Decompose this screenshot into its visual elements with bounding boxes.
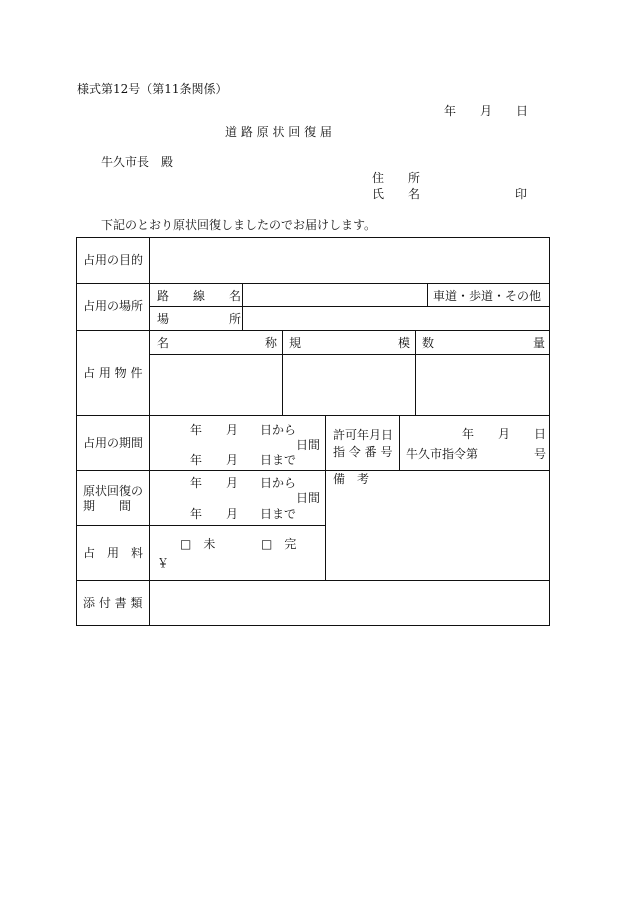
period-label: 占用の期間 xyxy=(83,436,144,450)
object-label: 占 用 物 件 xyxy=(83,366,143,380)
period-from-month: 月 xyxy=(226,423,239,437)
restore-from-month: 月 xyxy=(226,476,239,490)
date-month-label: 月 xyxy=(480,104,493,118)
fee-paid-checkbox[interactable]: □ 完 xyxy=(261,537,297,551)
period-days: 日間 xyxy=(296,438,321,452)
restore-to-month: 月 xyxy=(226,507,239,521)
restore-from-day: 日から xyxy=(260,476,297,490)
intro-text: 下記のとおり原状回復しましたのでお届けします。 xyxy=(101,218,377,232)
object-qty-header: 数 xyxy=(422,336,435,350)
restore-to-year: 年 xyxy=(190,507,203,521)
location-label: 占用の場所 xyxy=(83,299,144,313)
object-scale-header: 規 xyxy=(289,336,302,350)
place-field[interactable] xyxy=(245,309,545,327)
form-number: 様式第12号（第11条関係） xyxy=(77,82,228,96)
route-name-label: 路 線 名 xyxy=(157,289,242,303)
date-day-label: 日 xyxy=(516,104,529,118)
seal-mark: 印 xyxy=(515,187,528,201)
permit-number-suffix: 号 xyxy=(534,447,547,461)
address-label: 住 所 xyxy=(372,171,421,185)
permit-day: 日 xyxy=(534,427,547,441)
restore-label: 原状回復の xyxy=(83,484,144,498)
remarks-field[interactable] xyxy=(330,488,545,576)
fee-yen-sign: ￥ xyxy=(157,556,170,570)
permit-number-label: 指 令 番 号 xyxy=(333,445,393,459)
permit-month: 月 xyxy=(498,427,511,441)
fee-label: 占 用 料 xyxy=(83,546,144,560)
attachments-label: 添 付 書 類 xyxy=(83,596,143,610)
object-qty-header-end: 量 xyxy=(533,336,546,350)
restore-to-day: 日まで xyxy=(260,507,297,521)
object-qty-field[interactable] xyxy=(418,357,546,412)
place-label: 場 所 xyxy=(157,312,242,326)
document-title: 道 路 原 状 回 復 届 xyxy=(225,125,332,139)
attachments-field[interactable] xyxy=(152,583,546,622)
purpose-label: 占用の目的 xyxy=(83,253,144,267)
restore-from-year: 年 xyxy=(190,476,203,490)
object-name-field[interactable] xyxy=(152,357,279,412)
fee-unpaid-checkbox[interactable]: □ 未 xyxy=(180,537,216,551)
object-name-header: 名 xyxy=(157,336,170,350)
object-scale-field[interactable] xyxy=(285,357,412,412)
permit-date-label: 許可年月日 xyxy=(333,428,394,442)
permit-number-prefix: 牛久市指令第 xyxy=(406,447,479,461)
period-from-year: 年 xyxy=(190,423,203,437)
restore-label-2: 期 間 xyxy=(83,499,132,513)
road-type-options[interactable]: 車道・歩道・その他 xyxy=(433,289,542,303)
object-name-header-end: 称 xyxy=(265,336,278,350)
name-label: 氏 名 xyxy=(372,187,421,201)
remarks-label: 備 考 xyxy=(333,472,370,486)
route-name-field[interactable] xyxy=(245,286,423,304)
addressee: 牛久市長 殿 xyxy=(101,155,174,169)
purpose-field[interactable] xyxy=(152,240,546,280)
permit-year: 年 xyxy=(462,427,475,441)
period-to-year: 年 xyxy=(190,453,203,467)
object-scale-header-end: 模 xyxy=(398,336,411,350)
restore-days: 日間 xyxy=(296,491,321,505)
period-from-day: 日から xyxy=(260,423,297,437)
period-to-month: 月 xyxy=(226,453,239,467)
date-year-label: 年 xyxy=(444,104,457,118)
period-to-day: 日まで xyxy=(260,453,297,467)
